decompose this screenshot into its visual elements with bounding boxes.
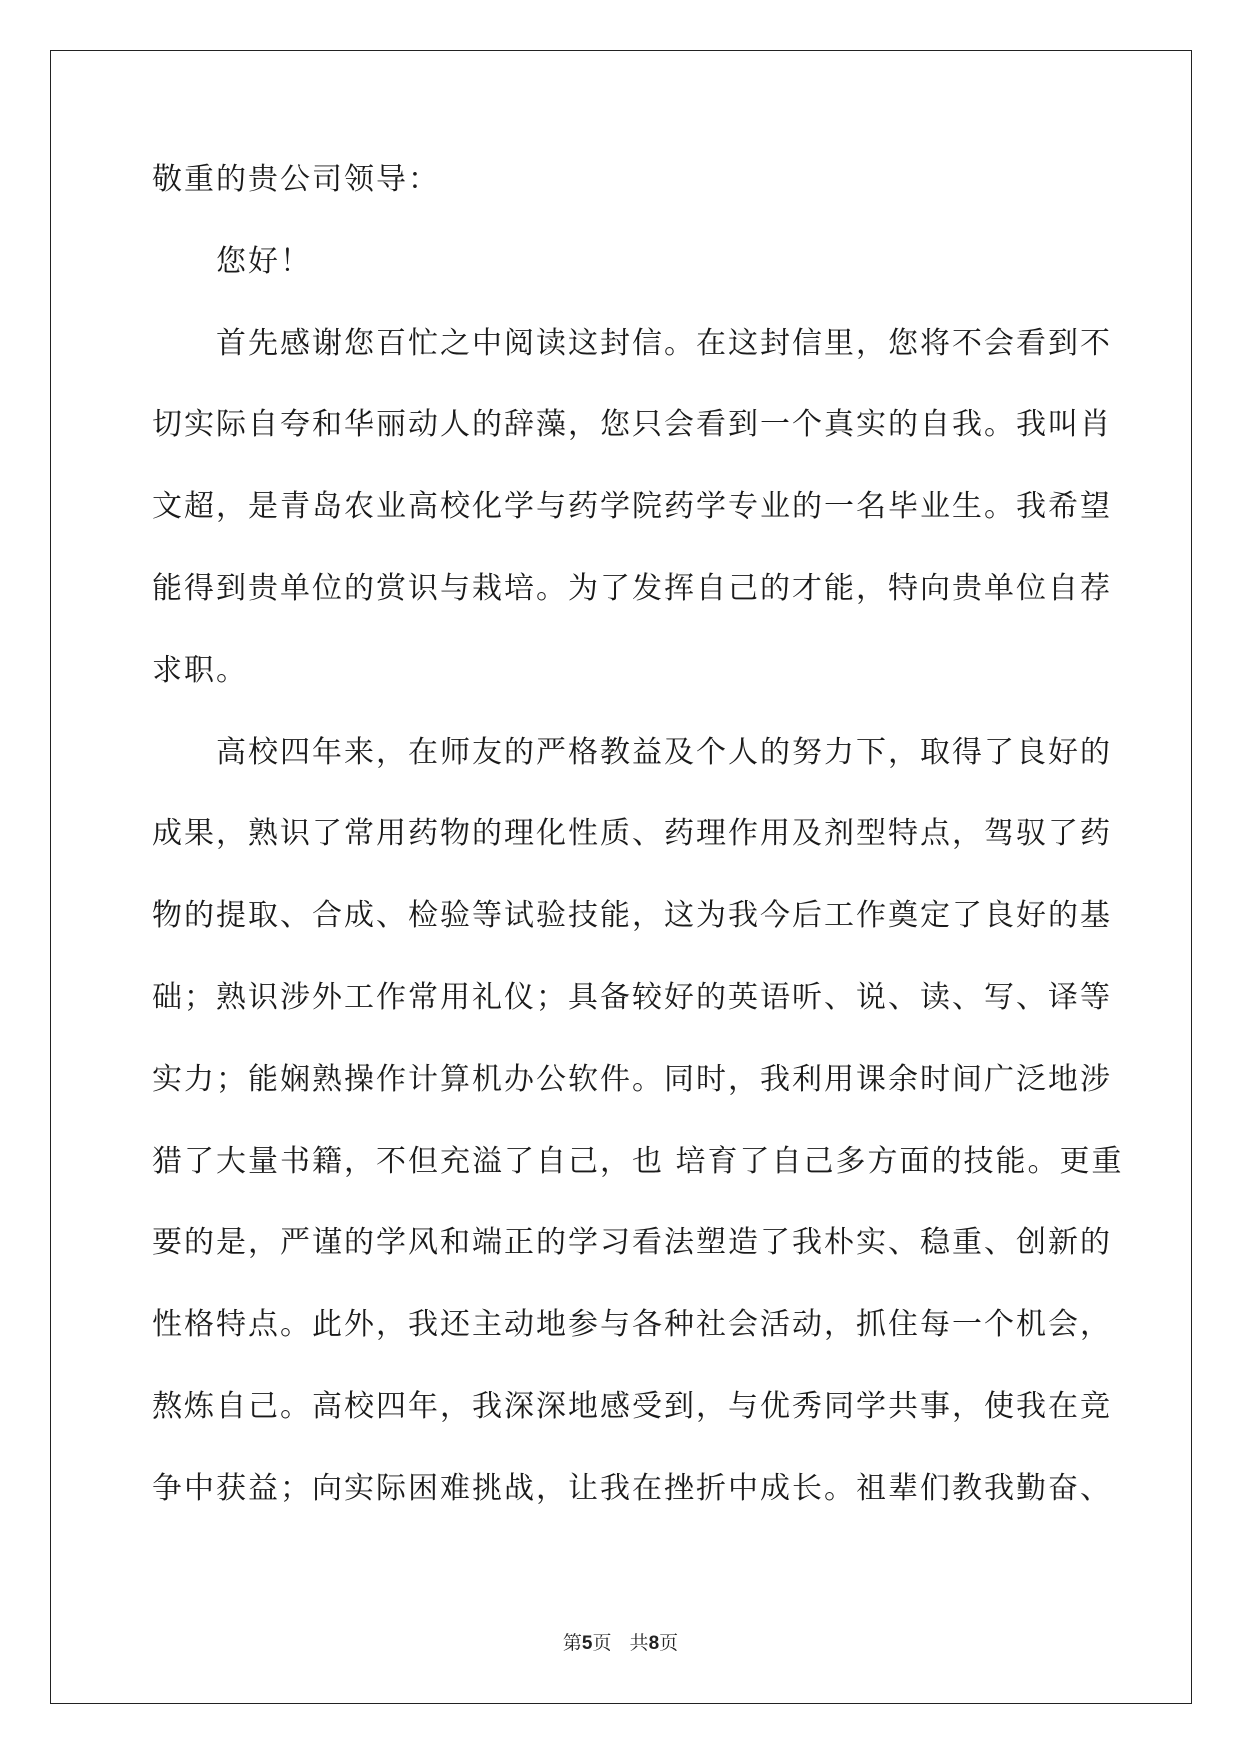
paragraph-line: 物的提取、合成、检验等试验技能，这为我今后工作奠定了良好的基 [152,898,1112,934]
salutation: 敬重的贵公司领导： [152,162,440,197]
page-footer [0,1628,1241,1655]
paragraph-line: 求职。 [152,652,248,688]
letter-body [152,160,1124,1551]
paragraph-line: 能得到贵单位的赏识与栽培。为了发挥自己的才能，特向贵单位自荐 [152,570,1112,606]
paragraph-1 [152,324,1112,733]
paragraph-line: 切实际自夸和华丽动人的辞藻，您只会看到一个真实的自我。我叫肖 [152,407,1112,443]
paragraph-line: 要的是，严谨的学风和端正的学习看法塑造了我朴实、稳重、创新的 [152,1225,1112,1261]
paragraph-line: 高校四年来，在师友的严格教益及个人的努力下，取得了良好的 [216,734,1112,770]
paragraph-line: 文超，是青岛农业高校化学与药学院药学专业的一名毕业生。我希望 [152,489,1112,525]
paragraph-line: 熬炼自己。高校四年，我深深地感受到，与优秀同学共事，使我在竞 [152,1388,1112,1424]
greeting: 您好！ [216,243,312,279]
paragraph-line: 猎了大量书籍，不但充溢了自己，也 培育了自己多方面的技能。更重 [152,1143,1124,1179]
paragraph-2 [152,733,1124,1551]
paragraph-line: 首先感谢您百忙之中阅读这封信。在这封信里，您将不会看到不 [216,325,1112,361]
total-page-number: 8 [648,1633,660,1654]
paragraph-line: 础；熟识涉外工作常用礼仪；具备较好的英语听、说、读、写、译等 [152,979,1112,1015]
footer-prefix: 第 [562,1632,582,1654]
footer-mid: 页 共 [592,1632,649,1654]
paragraph-line: 成果，熟识了常用药物的理化性质、药理作用及剂型特点，驾驭了药 [152,816,1112,852]
footer-suffix: 页 [659,1632,679,1654]
paragraph-line: 争中获益；向实际困难挑战，让我在挫折中成长。祖辈们教我勤奋、 [152,1470,1112,1506]
current-page-number: 5 [581,1633,593,1654]
paragraph-line: 实力；能娴熟操作计算机办公软件。同时，我利用课余时间广泛地涉 [152,1061,1112,1097]
paragraph-line: 性格特点。此外，我还主动地参与各种社会活动，抓住每一个机会， [152,1307,1112,1343]
